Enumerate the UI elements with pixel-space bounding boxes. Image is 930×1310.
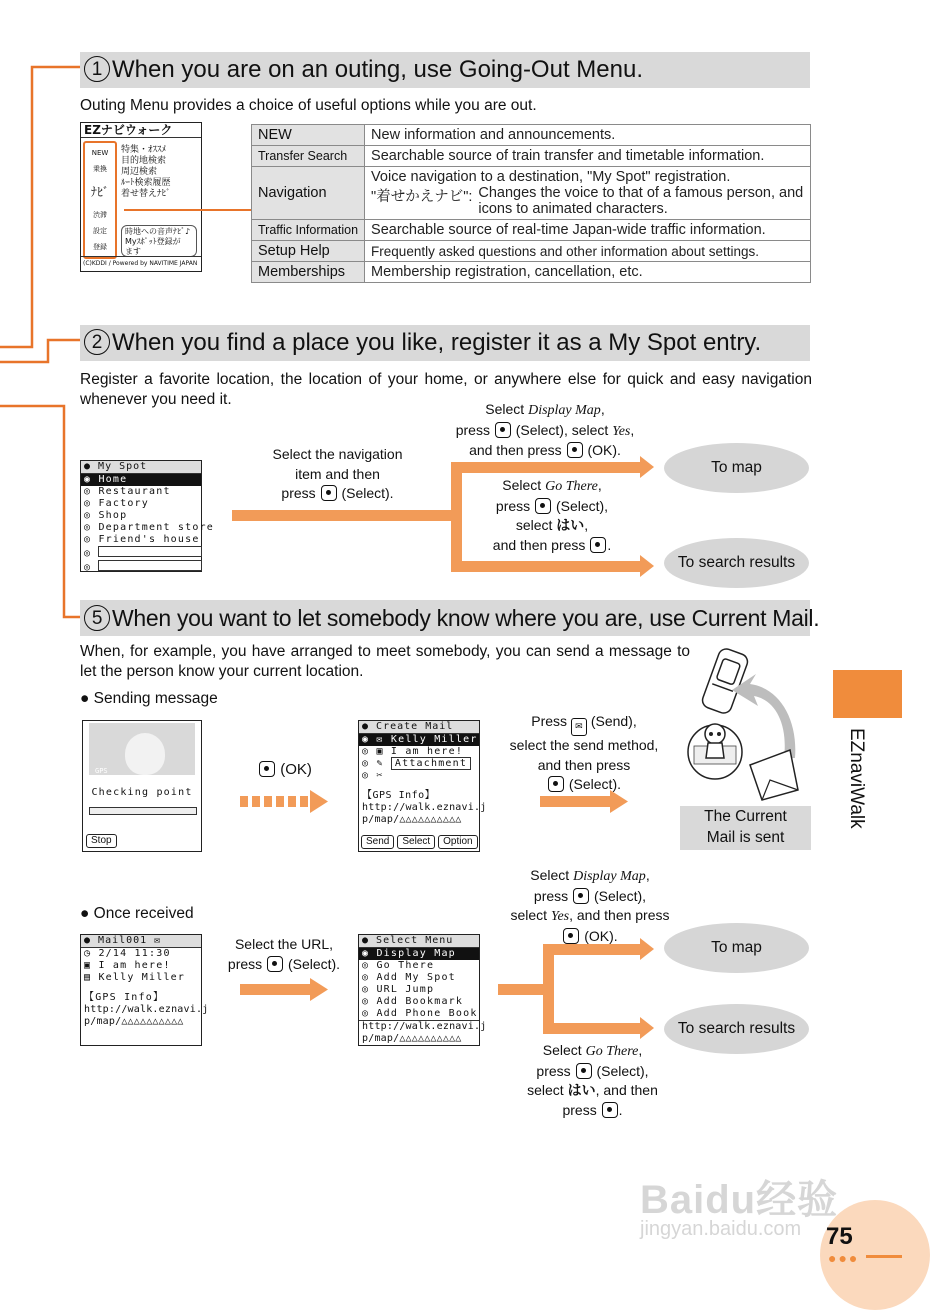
phone-list-item[interactable]: ◎ Factory bbox=[84, 498, 149, 509]
caption-text: (Select), bbox=[555, 497, 609, 514]
side-label[interactable]: 乗換 bbox=[93, 165, 107, 173]
caption-text: (Select). bbox=[287, 955, 341, 972]
caption-line: and then press . bbox=[492, 536, 612, 553]
caption-line: Select the navigation bbox=[272, 446, 403, 462]
caption-emph: はい bbox=[567, 1082, 596, 1098]
caption-text: press bbox=[281, 485, 316, 501]
caption-line bbox=[498, 712, 670, 736]
row-text: Kelly Miller bbox=[98, 972, 186, 983]
caption-emph: Yes bbox=[550, 909, 570, 924]
send-button[interactable]: Send bbox=[361, 835, 394, 849]
gps-info-label: 【GPS Info】 bbox=[362, 790, 436, 801]
table-row bbox=[252, 220, 811, 241]
item-label: Factory bbox=[98, 498, 149, 509]
caption-text: press bbox=[227, 955, 263, 972]
phone-title-bar: ● Mail001 ✉ bbox=[81, 935, 201, 948]
caption-line: select はい, bbox=[515, 517, 589, 533]
caption-line bbox=[462, 497, 642, 517]
from-row: ▤ Kelly Miller bbox=[84, 972, 186, 983]
section-connector-lines bbox=[0, 60, 90, 630]
caption-text: (Select), select bbox=[515, 421, 609, 438]
phone-empty-slot[interactable]: ◎ bbox=[81, 546, 201, 560]
item-label: URL Jump bbox=[376, 984, 435, 995]
caption-text: press bbox=[536, 1062, 571, 1079]
box-line: Mail is sent bbox=[706, 829, 785, 846]
caption-line: and then press bbox=[537, 756, 631, 773]
caption-line: Select Display Map, bbox=[485, 401, 605, 418]
phone-title-bar: ● Select Menu bbox=[359, 935, 479, 948]
select-menu-phone-screen bbox=[358, 934, 487, 1046]
section1-intro: Outing Menu provides a choice of useful options while you are out. bbox=[80, 97, 537, 114]
kisekae-navi-description: Changes the voice to that of a famous person, and icons to animated characters. bbox=[478, 185, 804, 217]
page-dots: ●●● bbox=[828, 1250, 860, 1266]
caption-emph: Go There bbox=[585, 1044, 639, 1059]
phone-title: My Spot bbox=[98, 461, 148, 472]
current-mail-sent-box bbox=[680, 806, 811, 850]
subject-row[interactable]: ◎ ▣ I am here! bbox=[362, 746, 464, 757]
phone-title: Mail001 bbox=[98, 935, 148, 946]
row-text: I am here! bbox=[390, 746, 464, 757]
phone-menu-item[interactable]: 特集・ｵｽｽﾒ bbox=[121, 145, 167, 155]
caption-line bbox=[214, 955, 354, 975]
caption-text: (Select). bbox=[568, 776, 621, 792]
menu-item[interactable]: ◎ Go There bbox=[362, 960, 435, 971]
section2-heading bbox=[80, 325, 810, 361]
caption-text: select bbox=[510, 907, 548, 923]
section2-upper-caption bbox=[430, 400, 660, 461]
caption-text: press bbox=[562, 1101, 597, 1118]
url-arrow-icon bbox=[240, 978, 330, 1002]
to-map-result: To map bbox=[664, 923, 809, 973]
gps-url[interactable]: p/map/△△△△△△△△△△ bbox=[84, 1016, 184, 1027]
side-label[interactable]: 設定 bbox=[93, 227, 107, 235]
caption-text: Select bbox=[542, 1042, 582, 1058]
caption-line: Select Display Map, bbox=[530, 867, 650, 884]
phone-title-bar: ● Create Mail bbox=[359, 721, 479, 734]
table-key: Setup Help bbox=[252, 241, 365, 262]
caption-emph: Display Map bbox=[528, 403, 601, 418]
flow-arrow-upper bbox=[451, 462, 641, 473]
select-key-icon bbox=[495, 422, 511, 438]
side-menu-labels bbox=[85, 145, 115, 255]
to-map-result: To map bbox=[664, 443, 809, 493]
caption-text: (Select), bbox=[593, 887, 647, 904]
gps-url: p/map/△△△△△△△△△△ bbox=[362, 814, 462, 825]
caption-text: Select bbox=[530, 867, 570, 883]
table-value: Frequently asked questions and other information about settings. bbox=[365, 241, 811, 262]
kisekae-navi-label: "着せかえナビ": bbox=[371, 189, 473, 205]
table-row bbox=[252, 241, 811, 262]
item-label: Display Map bbox=[376, 948, 456, 959]
phone-menu-item[interactable]: 周辺検索 bbox=[121, 167, 158, 177]
menu-item[interactable]: ◎ Add My Spot bbox=[362, 972, 456, 983]
phone-title-bar: ● My Spot bbox=[81, 461, 201, 474]
option-button[interactable]: Option bbox=[438, 835, 477, 849]
caption-text: Select bbox=[485, 401, 525, 417]
caption-line bbox=[250, 484, 425, 504]
caption-line: Select Go There, bbox=[542, 1042, 643, 1059]
outing-menu-table bbox=[251, 124, 811, 283]
caption-text: (Select). bbox=[341, 485, 394, 501]
select-url-caption bbox=[214, 935, 354, 974]
phone-title: Create Mail bbox=[376, 721, 454, 732]
side-label[interactable]: 渋滞 bbox=[93, 211, 107, 219]
item-label: Go There bbox=[376, 960, 435, 971]
baidu-watermark: Baidu经验 bbox=[640, 1178, 839, 1222]
attachment-row[interactable]: ◎ ✎ Attachment bbox=[359, 758, 479, 770]
checking-point-phone-screen bbox=[82, 720, 202, 852]
side-tab-text: EZnaviWalk bbox=[846, 728, 867, 829]
table-value: New information and announcements. bbox=[365, 125, 811, 146]
page-number: 75 bbox=[826, 1223, 853, 1250]
caption-text: , and then bbox=[595, 1082, 658, 1098]
section5-title: When you want to let somebody know where you are, use Current Mail. bbox=[112, 605, 820, 631]
caption-text: (OK) bbox=[280, 761, 312, 778]
caption-emph: はい bbox=[556, 517, 585, 533]
table-row bbox=[252, 146, 811, 167]
table-value bbox=[365, 167, 811, 220]
row-text: I am here! bbox=[98, 960, 171, 971]
flow-arrow-lower bbox=[451, 561, 641, 572]
heading-text: Sending message bbox=[93, 690, 218, 707]
checking-point-text: Checking point bbox=[91, 787, 193, 798]
side-label[interactable]: ﾅﾋﾞ bbox=[90, 185, 109, 199]
select-key-icon bbox=[573, 888, 589, 904]
create-mail-phone-screen bbox=[358, 720, 487, 852]
caption-line bbox=[430, 441, 660, 461]
select-button[interactable]: Select bbox=[397, 835, 435, 849]
phone-menu-item[interactable]: ﾙｰﾄ検索履歴 bbox=[121, 178, 171, 188]
section5-lower-caption bbox=[505, 1041, 680, 1120]
caption-text: (OK). bbox=[584, 927, 618, 944]
phone-list-item[interactable]: ◎ Friend's house bbox=[84, 534, 200, 545]
phone-title: Select Menu bbox=[376, 935, 454, 946]
caption-line: item and then bbox=[295, 465, 380, 482]
gps-url: http://walk.eznavi.j bbox=[359, 1020, 479, 1033]
caption-text: Press bbox=[531, 713, 568, 729]
ok-key-icon bbox=[563, 928, 579, 944]
caption-text: press bbox=[455, 421, 490, 438]
phone-list-item[interactable]: ◎ Restaurant bbox=[84, 486, 171, 497]
extra-row[interactable]: ◎ ✂ bbox=[362, 770, 384, 781]
side-tab-block bbox=[833, 670, 902, 718]
flow-arrow-branch bbox=[451, 462, 462, 572]
flow-arrow-shaft bbox=[232, 510, 454, 521]
table-key: NEW bbox=[252, 125, 365, 146]
section2-intro: Register a favorite location, the location of your home, or anywhere else for quick and easy navigation whenever you need it. bbox=[80, 371, 812, 408]
caption-line bbox=[500, 927, 680, 947]
select-key-icon bbox=[576, 1063, 592, 1079]
gps-url: p/map/△△△△△△△△△△ bbox=[362, 1033, 462, 1044]
section2-lower-caption bbox=[462, 476, 642, 555]
phone-footer: (C)KDDI / Powered by NAVITIME JAPAN bbox=[81, 256, 201, 271]
ok-key-icon bbox=[259, 761, 275, 777]
gps-info-label: 【GPS Info】 bbox=[84, 992, 165, 1003]
phone-menu-list bbox=[121, 145, 171, 200]
caption-text: press bbox=[495, 497, 531, 514]
arrow-head-icon bbox=[640, 555, 654, 577]
item-label: Add Bookmark bbox=[376, 996, 464, 1007]
item-label: Home bbox=[98, 474, 128, 485]
select-key-icon bbox=[321, 485, 337, 501]
section2-number: 2 bbox=[84, 329, 110, 355]
menu-item[interactable]: ◉ Display Map bbox=[359, 948, 479, 960]
phone-note-bubble: 時地への音声ﾅﾋﾞ♪ Myｽﾎﾟｯﾄ登録が ます bbox=[121, 225, 197, 257]
current-mail-illustration bbox=[680, 640, 815, 805]
caption-text: (Send), bbox=[590, 713, 637, 729]
phone-app-title: EZナビウォーク bbox=[81, 123, 201, 138]
phone-empty-slot[interactable]: ◎ bbox=[81, 560, 201, 574]
table-key: Navigation bbox=[252, 167, 365, 220]
section1-heading bbox=[80, 52, 810, 88]
gps-image bbox=[89, 723, 195, 775]
caption-text: (OK). bbox=[587, 442, 621, 458]
select-key-icon bbox=[590, 537, 606, 553]
section5-number: 5 bbox=[84, 605, 110, 631]
item-label: Department store bbox=[98, 522, 214, 533]
table-value: Membership registration, cancellation, etc. bbox=[365, 262, 811, 283]
table-key: Traffic Information bbox=[252, 220, 365, 241]
phone-list-item[interactable]: ◉ Home bbox=[81, 474, 201, 486]
caption-text: press bbox=[533, 887, 569, 904]
caption-emph: Display Map bbox=[573, 869, 646, 884]
heading-text: Once received bbox=[93, 905, 194, 922]
phone-list-item[interactable]: ◎ Shop bbox=[84, 510, 128, 521]
mail-key-icon: ✉ bbox=[571, 718, 587, 736]
recipient-row[interactable]: ◉ ✉ Kelly Miller bbox=[359, 734, 479, 746]
table-row bbox=[252, 262, 811, 283]
menu-item[interactable]: ◎ URL Jump bbox=[362, 984, 435, 995]
phone-menu-item[interactable]: 目的地検索 bbox=[121, 156, 167, 166]
section1-title: When you are on an outing, use Going-Out Menu. bbox=[112, 56, 643, 83]
caption-text: select bbox=[515, 517, 553, 533]
section5-upper-caption bbox=[500, 866, 680, 946]
table-value: Searchable source of real-time Japan-wide traffic information. bbox=[365, 220, 811, 241]
caption-line: select the send method, bbox=[509, 737, 659, 753]
caption-text: and then press bbox=[469, 442, 562, 458]
caption-line bbox=[505, 1062, 680, 1082]
phone-to-table-connector bbox=[124, 209, 251, 211]
row-text: 2/14 11:30 bbox=[98, 948, 171, 959]
table-key: Memberships bbox=[252, 262, 365, 283]
dashed-arrow-icon bbox=[240, 790, 330, 814]
baidu-watermark-url: jingyan.baidu.com bbox=[640, 1218, 802, 1240]
item-label: Add Phone Book bbox=[376, 1008, 478, 1019]
sending-message-heading: ● Sending message bbox=[80, 690, 218, 707]
section5-intro: When, for example, you have arranged to meet somebody, you can send a message to let the person know your current location. bbox=[80, 643, 690, 680]
caption-text: , and then press bbox=[569, 907, 670, 923]
item-label: Friend's house bbox=[98, 534, 200, 545]
caption-line: press (Select), select Yes, bbox=[455, 421, 635, 439]
caption-line: Select the URL, bbox=[234, 936, 334, 952]
softkey-row bbox=[361, 835, 477, 849]
caption-line bbox=[500, 887, 680, 907]
table-key: Transfer Search bbox=[252, 146, 365, 167]
select-key-icon bbox=[267, 956, 283, 972]
phone-list-item[interactable]: ◎ Department store bbox=[84, 522, 214, 533]
select-key-icon bbox=[535, 498, 551, 514]
menu-item[interactable]: ◎ Add Bookmark bbox=[362, 996, 464, 1007]
caption-text: (Select), bbox=[596, 1062, 649, 1079]
section2-title: When you find a place you like, register it as a My Spot entry. bbox=[112, 329, 762, 356]
arrow-head-icon bbox=[640, 1017, 654, 1039]
box-line: The Current bbox=[704, 808, 787, 825]
item-label: Restaurant bbox=[98, 486, 171, 497]
my-spot-phone-screen bbox=[80, 460, 214, 573]
gps-url: http://walk.eznavi.j bbox=[362, 802, 487, 813]
to-search-results: To search results bbox=[664, 538, 809, 588]
table-row bbox=[252, 167, 811, 220]
section5-heading bbox=[80, 600, 820, 636]
page-number-rule bbox=[866, 1255, 902, 1258]
flow-arrow-lower bbox=[543, 1023, 641, 1034]
side-label[interactable]: NEW bbox=[91, 149, 109, 157]
caption-line bbox=[500, 906, 680, 927]
caption-line: press . bbox=[562, 1101, 623, 1118]
gps-url[interactable]: http://walk.eznavi.j bbox=[84, 1004, 209, 1015]
item-label: Add My Spot bbox=[376, 972, 456, 983]
side-label[interactable]: 登録 bbox=[93, 243, 107, 251]
phone-menu-item[interactable]: 着せ替えﾅﾋﾞ bbox=[121, 189, 171, 199]
received-mail-phone-screen bbox=[80, 934, 209, 1046]
stop-button[interactable]: Stop bbox=[86, 834, 117, 848]
caption-line bbox=[505, 1081, 680, 1101]
caption-emph: Go There bbox=[545, 479, 598, 494]
item-label: Shop bbox=[98, 510, 128, 521]
to-search-results: To search results bbox=[664, 1004, 809, 1054]
navigation-description: Voice navigation to a destination, "My Spot" registration. bbox=[371, 169, 731, 185]
gps-label: GPS bbox=[95, 767, 108, 775]
ok-caption bbox=[240, 760, 330, 780]
table-value: Searchable source of train transfer and timetable information. bbox=[365, 146, 811, 167]
navigation-sub bbox=[371, 185, 804, 217]
subject-row: ▣ I am here! bbox=[84, 960, 171, 971]
section2-step1-caption bbox=[250, 445, 425, 504]
caption-text: and then press bbox=[492, 536, 586, 553]
progress-bar bbox=[89, 807, 197, 815]
caption-text: select bbox=[527, 1082, 564, 1098]
caption-text: Select bbox=[502, 477, 542, 493]
caption-emph: Yes bbox=[612, 423, 631, 439]
send-arrow-icon bbox=[540, 790, 630, 814]
send-caption bbox=[498, 712, 670, 795]
once-received-heading: ● Once received bbox=[80, 905, 194, 922]
caption-line: Select Go There, bbox=[502, 477, 602, 494]
ez-navi-walk-phone-screen bbox=[80, 122, 202, 272]
section1-number: 1 bbox=[84, 56, 110, 82]
menu-item[interactable]: ◎ Add Phone Book bbox=[362, 1008, 478, 1019]
row-text: Kelly Miller bbox=[390, 734, 478, 745]
side-tab-label bbox=[833, 718, 902, 858]
select-key-icon bbox=[602, 1102, 618, 1118]
date-row: ◷ 2/14 11:30 bbox=[84, 948, 171, 959]
flow-arrow-branch bbox=[543, 944, 554, 1034]
table-row bbox=[252, 125, 811, 146]
row-text: Attachment bbox=[391, 757, 471, 770]
select-key-icon bbox=[567, 442, 583, 458]
